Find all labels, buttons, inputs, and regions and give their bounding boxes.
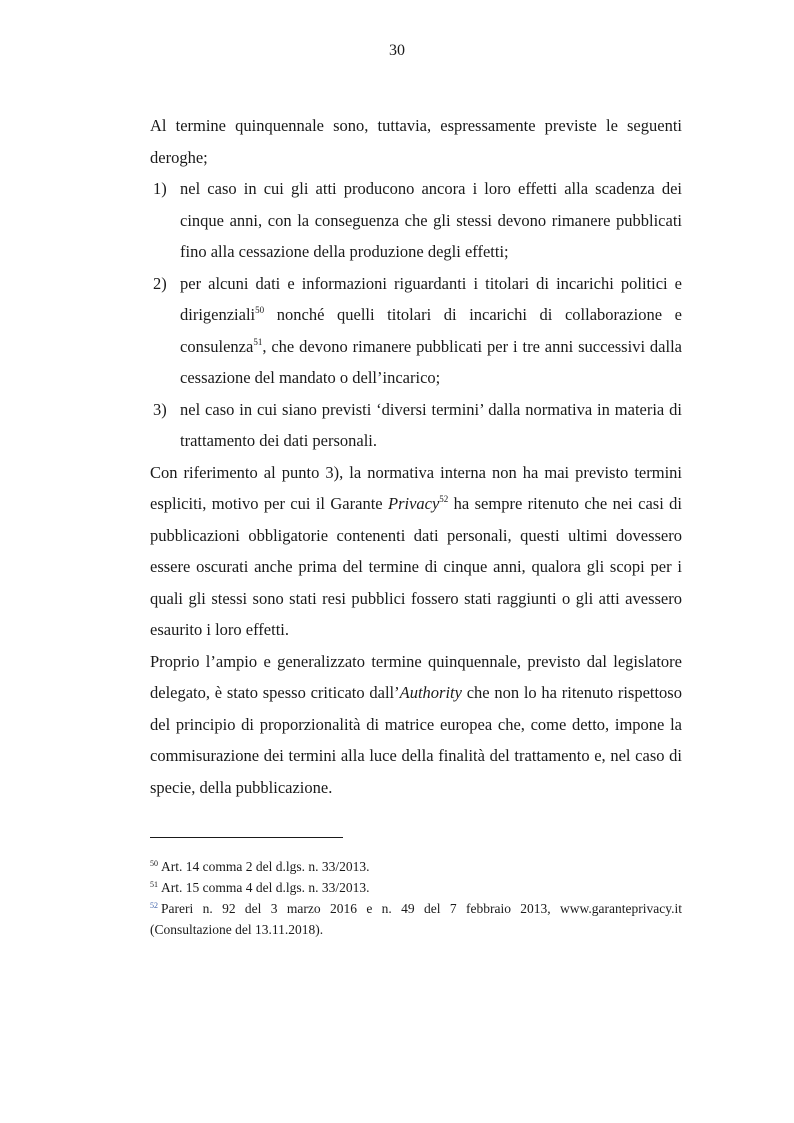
list-item-text: nel caso in cui gli atti producono ancora i loro effetti alla scadenza dei cinque anni, con la conseguenza che gli stessi devono rimanere pubblicati fino alla cessazione della produzione degli effetti; <box>180 179 682 261</box>
intro-paragraph: Al termine quinquennale sono, tuttavia, espressamente previste le seguenti deroghe; <box>150 116 682 167</box>
italic-privacy: Privacy <box>387 494 440 513</box>
body-text <box>150 110 682 803</box>
list-item-text: nonché quelli titolari di incarichi di collaborazione e consulenza <box>180 305 682 356</box>
footnote-ref-50[interactable]: 50 <box>255 305 265 315</box>
list-item <box>150 268 682 394</box>
footnote-divider <box>150 837 343 838</box>
paragraph-text: Con riferimento al punto 3), la normativa interna non ha mai previsto termini espliciti, motivo per cui il Garante <box>150 462 682 513</box>
list-item-text: nel caso in cui siano previsti ‘diversi termini’ dalla normativa in materia di trattamento dei dati personali. <box>180 399 682 450</box>
footnote-ref-52[interactable]: 52 <box>439 494 449 504</box>
exceptions-list <box>150 173 682 457</box>
list-item-number: 3) <box>153 399 167 419</box>
paragraph-text: che non lo ha ritenuto rispettoso del principio di proporzionalità di matrice europea che, come detto, impone la commisurazione dei termini alla luce della finalità del trattamento e, nel caso di specie, della pubblicazione. <box>150 683 682 797</box>
footnote-text: Art. 14 comma 2 del d.lgs. n. 33/2013. <box>161 859 370 874</box>
list-item-number: 1) <box>153 179 167 198</box>
footnote-52 <box>150 898 682 940</box>
footnote-text: Pareri n. 92 del 3 marzo 2016 e n. 49 del 7 febbraio 2013, www.garanteprivacy.it (Consultazione del 13.11.2018). <box>150 901 682 937</box>
footnote-ref-51[interactable]: 51 <box>253 336 263 347</box>
list-item-text: per alcuni dati e informazioni riguardanti i titolari di incarichi politici e dirigenziali <box>180 273 682 324</box>
footnote-50 <box>150 856 682 877</box>
page-number: 30 <box>389 42 405 59</box>
list-item <box>150 394 682 457</box>
list-item-text: , che devono rimanere pubblicati per i tre anni successivi dalla cessazione del mandato o dell’incarico; <box>180 336 682 387</box>
paragraph-text: Proprio l’ampio e generalizzato termine quinquennale, previsto dal legislatore delegato, è stato spesso criticato dall’ <box>150 651 682 702</box>
footnote-51 <box>150 877 682 898</box>
italic-authority: Authority <box>399 683 462 702</box>
footnote-mark: 50 <box>150 859 158 868</box>
list-item-number: 2) <box>153 273 167 293</box>
footnote-text: Art. 15 comma 4 del d.lgs. n. 33/2013. <box>161 880 370 895</box>
paragraph-point-3 <box>150 457 682 646</box>
footnote-mark: 51 <box>150 880 158 889</box>
list-item <box>150 173 682 268</box>
footnote-mark: 52 <box>150 901 158 910</box>
paragraph-authority <box>150 646 682 804</box>
footnotes <box>150 856 682 940</box>
paragraph-text: ha sempre ritenuto che nei casi di pubblicazioni obbligatorie contenenti dati personali, questi ultimi dovessero essere oscurati anche prima del termine di cinque anni, qualora gli scopi per i quali gli stessi sono stati resi pubblici fossero stati raggiunti o gli atti avessero esaurito i loro effetti. <box>150 494 682 639</box>
